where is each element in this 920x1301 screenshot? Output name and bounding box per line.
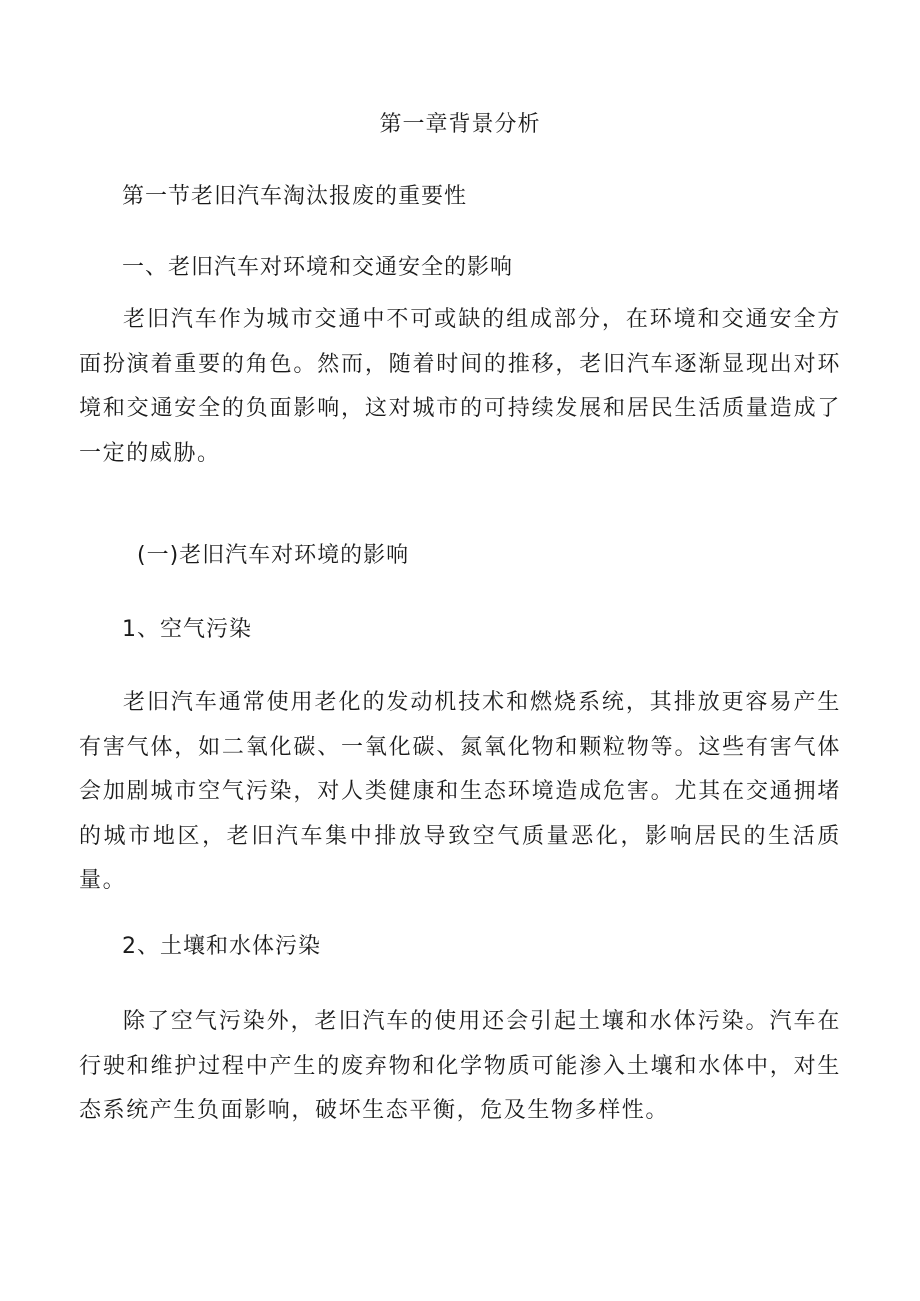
sub-heading-environment: (一)老旧汽车对环境的影响 [137, 543, 410, 568]
paragraph-soil-water: 除了空气污染外，老旧汽车的使用还会引起土壤和水体污染。汽车在行驶和维护过程中产生的废弃物和化学物质可能渗入土壤和水体中，对生态系统产生负面影响，破坏生态平衡，危及生物多样性。 [79, 1009, 841, 1123]
item-air-pollution-title: 1、空气污染 [122, 617, 252, 642]
section-title: 第一节老旧汽车淘汰报废的重要性 [122, 184, 468, 209]
item-soil-water-title: 2、土壤和水体污染 [122, 934, 321, 959]
heading-environment-safety: 一、老旧汽车对环境和交通安全的影响 [122, 255, 514, 280]
chapter-title: 第一章背景分析 [379, 112, 541, 137]
paragraph-intro: 老旧汽车作为城市交通中不可或缺的组成部分，在环境和交通安全方面扮演着重要的角色。然而，随着时间的推移，老旧汽车逐渐显现出对环境和交通安全的负面影响，这对城市的可持续发展和居民生活质量造成了一定的威胁。 [79, 307, 841, 466]
paragraph-air-pollution: 老旧汽车通常使用老化的发动机技术和燃烧系统，其排放更容易产生有害气体，如二氧化碳、一氧化碳、氮氧化物和颗粒物等。这些有害气体会加剧城市空气污染，对人类健康和生态环境造成危害。尤其在交通拥堵的城市地区，老旧汽车集中排放导致空气质量恶化，影响居民的生活质量。 [79, 690, 841, 893]
